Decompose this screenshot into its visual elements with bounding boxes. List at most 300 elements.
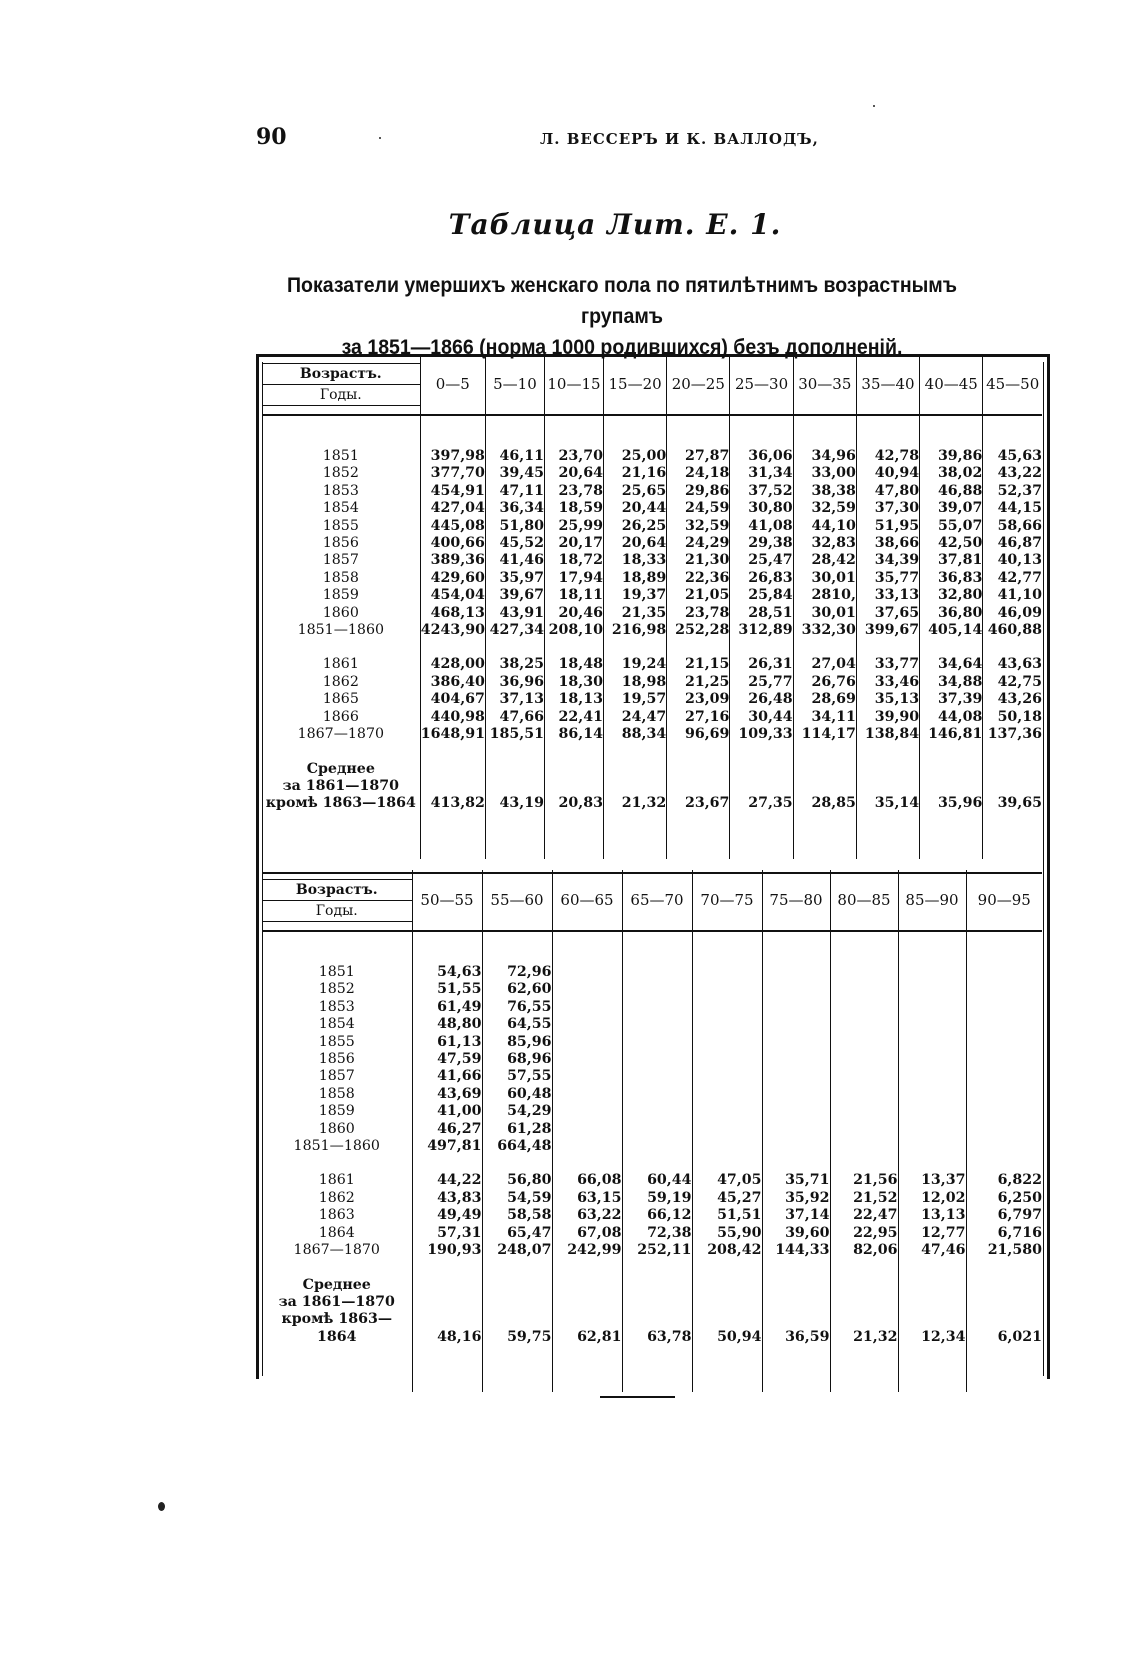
spacer-cell	[412, 931, 482, 964]
value-cell: 42,78	[856, 448, 919, 465]
value-cell: 60,48	[482, 1086, 552, 1103]
value-cell	[898, 999, 966, 1016]
spacer-cell	[966, 1346, 1042, 1392]
spacer-cell	[262, 415, 420, 448]
value-cell: 26,48	[730, 691, 793, 708]
value-cell: 39,45	[485, 465, 544, 482]
value-cell: 36,06	[730, 448, 793, 465]
value-cell: 47,59	[412, 1051, 482, 1068]
value-cell: 42,50	[920, 535, 983, 552]
value-cell: 18,98	[603, 674, 666, 691]
value-cell	[762, 999, 830, 1016]
spacer-cell	[667, 639, 730, 656]
value-cell	[830, 1121, 898, 1138]
year-label: 1860	[322, 604, 359, 621]
value-cell: 42,75	[983, 674, 1042, 691]
average-value-cell: 20,83	[544, 761, 603, 813]
age-label: Возрастъ.	[299, 365, 382, 382]
value-cell: 35,13	[856, 691, 919, 708]
value-cell: 1648,91	[420, 726, 485, 743]
caption-line-2: за 1851—1866 (норма 1000 родившихся) безъ дополненій.	[341, 336, 903, 359]
mortality-table-ages-0-50	[262, 354, 1042, 859]
value-cell: 454,91	[420, 483, 485, 500]
value-cell: 46,27	[412, 1121, 482, 1138]
age-group-header: 10—15	[544, 354, 603, 415]
value-cell: 35,92	[762, 1190, 830, 1207]
value-cell	[692, 1138, 762, 1155]
average-value-cell: 59,75	[482, 1277, 552, 1347]
average-value-cell: 12,34	[898, 1277, 966, 1347]
table-row	[262, 1207, 1042, 1224]
value-cell: 21,05	[667, 587, 730, 604]
years-label: Годы.	[262, 384, 420, 405]
value-cell	[692, 981, 762, 998]
value-cell: 61,13	[412, 1034, 482, 1051]
spacer-cell	[692, 1346, 762, 1392]
value-cell: 38,38	[793, 483, 856, 500]
value-cell: 25,65	[603, 483, 666, 500]
value-cell	[622, 981, 692, 998]
value-cell: 45,63	[983, 448, 1042, 465]
spacer-cell	[730, 744, 793, 761]
value-cell	[966, 964, 1042, 981]
value-cell	[966, 999, 1042, 1016]
value-cell	[692, 1086, 762, 1103]
value-cell	[552, 981, 622, 998]
spacer-cell	[544, 415, 603, 448]
average-value-cell: 35,14	[856, 761, 919, 813]
average-label-line: кромѣ 1863—1864	[265, 795, 416, 812]
value-cell: 20,44	[603, 500, 666, 517]
value-cell: 6,822	[966, 1172, 1042, 1189]
value-cell: 18,48	[544, 656, 603, 673]
value-cell: 46,09	[983, 605, 1042, 622]
spacer-cell	[262, 639, 420, 656]
value-cell: 13,37	[898, 1172, 966, 1189]
age-group-header: 50—55	[412, 870, 482, 931]
table-row	[262, 587, 1042, 604]
value-cell: 21,52	[830, 1190, 898, 1207]
value-cell: 37,30	[856, 500, 919, 517]
value-cell: 36,96	[485, 674, 544, 691]
year-label: 1861	[322, 656, 359, 673]
value-cell: 72,96	[482, 964, 552, 981]
spacer-cell	[482, 1260, 552, 1277]
year-label: 1865	[322, 691, 359, 708]
value-cell: 114,17	[793, 726, 856, 743]
value-cell: 57,55	[482, 1068, 552, 1085]
year-label: 1856	[318, 1051, 355, 1068]
value-cell	[692, 1034, 762, 1051]
value-cell: 29,38	[730, 535, 793, 552]
average-value-cell: 63,78	[622, 1277, 692, 1347]
spacer-cell	[983, 813, 1042, 859]
value-cell: 46,11	[485, 448, 544, 465]
spacer-cell	[485, 813, 544, 859]
value-cell: 66,08	[552, 1172, 622, 1189]
value-cell	[552, 1068, 622, 1085]
spacer-cell	[622, 1155, 692, 1172]
value-cell: 137,36	[983, 726, 1042, 743]
value-cell: 59,19	[622, 1190, 692, 1207]
spacer-cell	[966, 1260, 1042, 1277]
table-row	[262, 674, 1042, 691]
age-label: Возрастъ.	[295, 881, 378, 898]
table-row	[262, 570, 1042, 587]
value-cell: 67,08	[552, 1225, 622, 1242]
average-value-cell: 50,94	[692, 1277, 762, 1347]
table-row	[262, 552, 1042, 569]
value-cell: 497,81	[412, 1138, 482, 1155]
value-cell: 62,60	[482, 981, 552, 998]
value-cell	[898, 1068, 966, 1085]
spacer-cell	[485, 415, 544, 448]
table-row	[262, 1068, 1042, 1085]
value-cell	[552, 1051, 622, 1068]
value-cell: 43,69	[412, 1086, 482, 1103]
spacer-cell	[856, 813, 919, 859]
value-cell: 428,00	[420, 656, 485, 673]
value-cell: 25,47	[730, 552, 793, 569]
average-value-cell: 6,021	[966, 1277, 1042, 1347]
value-cell	[898, 1086, 966, 1103]
spacer-cell	[552, 1346, 622, 1392]
spacer-cell	[482, 1155, 552, 1172]
table-row	[262, 709, 1042, 726]
table-row	[262, 1190, 1042, 1207]
spacer-cell	[485, 639, 544, 656]
value-cell: 19,24	[603, 656, 666, 673]
spacer-row	[262, 1346, 1042, 1392]
value-cell: 51,51	[692, 1207, 762, 1224]
average-value-cell: 21,32	[830, 1277, 898, 1347]
value-cell: 26,83	[730, 570, 793, 587]
value-cell: 21,30	[667, 552, 730, 569]
value-cell: 55,90	[692, 1225, 762, 1242]
spacer-cell	[412, 1260, 482, 1277]
value-cell: 6,716	[966, 1225, 1042, 1242]
value-cell: 427,34	[485, 622, 544, 639]
average-value-cell: 27,35	[730, 761, 793, 813]
value-cell: 32,83	[793, 535, 856, 552]
value-cell: 54,63	[412, 964, 482, 981]
spacer-cell	[730, 639, 793, 656]
value-cell: 37,52	[730, 483, 793, 500]
value-cell: 40,94	[856, 465, 919, 482]
average-value-cell: 62,81	[552, 1277, 622, 1347]
value-cell: 19,57	[603, 691, 666, 708]
value-cell	[762, 1068, 830, 1085]
value-cell	[966, 981, 1042, 998]
year-label: 1853	[322, 482, 359, 499]
value-cell	[830, 981, 898, 998]
table-row	[262, 964, 1042, 981]
value-cell: 43,63	[983, 656, 1042, 673]
year-label: 1854	[318, 1016, 355, 1033]
spacer-cell	[793, 813, 856, 859]
table-row	[262, 691, 1042, 708]
table-row	[262, 535, 1042, 552]
value-cell: 32,80	[920, 587, 983, 604]
spacer-cell	[552, 1260, 622, 1277]
spacer-cell	[966, 931, 1042, 964]
spacer-cell	[485, 744, 544, 761]
age-group-header: 25—30	[730, 354, 793, 415]
value-cell: 216,98	[603, 622, 666, 639]
value-cell	[552, 1016, 622, 1033]
spacer-cell	[262, 1260, 412, 1277]
spacer-cell	[920, 639, 983, 656]
table-row	[262, 999, 1042, 1016]
table-row	[262, 1242, 1042, 1259]
value-cell: 26,31	[730, 656, 793, 673]
value-cell: 61,49	[412, 999, 482, 1016]
value-cell: 51,80	[485, 518, 544, 535]
value-cell: 44,15	[983, 500, 1042, 517]
spacer-cell	[856, 415, 919, 448]
value-cell: 12,77	[898, 1225, 966, 1242]
value-cell: 60,44	[622, 1172, 692, 1189]
value-cell: 21,16	[603, 465, 666, 482]
value-cell	[898, 964, 966, 981]
value-cell	[692, 1121, 762, 1138]
spacer-cell	[762, 1346, 830, 1392]
value-cell	[966, 1138, 1042, 1155]
value-cell	[552, 1138, 622, 1155]
value-cell: 404,67	[420, 691, 485, 708]
spacer-cell	[552, 931, 622, 964]
value-cell: 109,33	[730, 726, 793, 743]
value-cell: 6,797	[966, 1207, 1042, 1224]
value-cell: 45,52	[485, 535, 544, 552]
year-label: 1852	[322, 465, 359, 482]
value-cell: 28,51	[730, 605, 793, 622]
spacer-cell	[898, 1155, 966, 1172]
spacer-cell	[898, 1346, 966, 1392]
value-cell: 405,14	[920, 622, 983, 639]
table-row	[262, 1051, 1042, 1068]
average-label	[262, 1277, 412, 1347]
value-cell: 47,05	[692, 1172, 762, 1189]
value-cell: 47,46	[898, 1242, 966, 1259]
value-cell: 30,44	[730, 709, 793, 726]
value-cell: 18,11	[544, 587, 603, 604]
spacer-cell	[603, 744, 666, 761]
spacer-row	[262, 813, 1042, 859]
value-cell: 37,39	[920, 691, 983, 708]
value-cell: 63,22	[552, 1207, 622, 1224]
value-cell: 33,13	[856, 587, 919, 604]
value-cell: 33,46	[856, 674, 919, 691]
value-cell: 66,12	[622, 1207, 692, 1224]
value-cell: 37,65	[856, 605, 919, 622]
spacer-cell	[420, 415, 485, 448]
value-cell	[966, 1016, 1042, 1033]
year-label: 1851	[318, 964, 355, 980]
year-label: 1867—1870	[293, 1242, 380, 1259]
value-cell	[552, 964, 622, 981]
value-cell: 23,78	[544, 483, 603, 500]
value-cell: 82,06	[830, 1242, 898, 1259]
value-cell: 30,01	[793, 605, 856, 622]
spacer-cell	[603, 813, 666, 859]
table-row	[262, 1086, 1042, 1103]
value-cell: 56,80	[482, 1172, 552, 1189]
spacer-cell	[920, 813, 983, 859]
spacer-cell	[262, 1346, 412, 1392]
value-cell: 386,40	[420, 674, 485, 691]
value-cell	[622, 1103, 692, 1120]
value-cell: 25,77	[730, 674, 793, 691]
value-cell: 23,78	[667, 605, 730, 622]
value-cell: 4243,90	[420, 622, 485, 639]
average-value-cell: 413,82	[420, 761, 485, 813]
spacer-row	[262, 931, 1042, 964]
header-label-cell	[262, 870, 412, 931]
value-cell: 48,80	[412, 1016, 482, 1033]
value-cell: 63,15	[552, 1190, 622, 1207]
year-label: 1864	[318, 1224, 355, 1241]
value-cell: 41,46	[485, 552, 544, 569]
year-label: 1857	[318, 1068, 355, 1085]
value-cell	[898, 981, 966, 998]
value-cell: 25,99	[544, 518, 603, 535]
value-cell: 38,66	[856, 535, 919, 552]
average-value-cell: 23,67	[667, 761, 730, 813]
value-cell: 38,25	[485, 656, 544, 673]
value-cell: 389,36	[420, 552, 485, 569]
table-row	[262, 1225, 1042, 1242]
year-label: 1862	[322, 673, 359, 690]
value-cell: 61,28	[482, 1121, 552, 1138]
value-cell: 35,71	[762, 1172, 830, 1189]
year-label: 1859	[318, 1103, 355, 1120]
spacer-cell	[667, 813, 730, 859]
value-cell: 44,10	[793, 518, 856, 535]
value-cell: 36,80	[920, 605, 983, 622]
value-cell	[830, 964, 898, 981]
spacer-cell	[412, 1155, 482, 1172]
value-cell: 6,250	[966, 1190, 1042, 1207]
value-cell: 13,13	[898, 1207, 966, 1224]
value-cell: 23,09	[667, 691, 730, 708]
value-cell	[692, 1051, 762, 1068]
value-cell	[762, 964, 830, 981]
age-years-label	[262, 363, 420, 406]
spacer-cell	[830, 1155, 898, 1172]
value-cell: 427,04	[420, 500, 485, 517]
value-cell	[898, 1138, 966, 1155]
value-cell: 18,59	[544, 500, 603, 517]
value-cell: 248,07	[482, 1242, 552, 1259]
value-cell: 38,02	[920, 465, 983, 482]
table-caption	[250, 270, 994, 363]
value-cell: 22,41	[544, 709, 603, 726]
value-cell: 40,13	[983, 552, 1042, 569]
value-cell: 34,96	[793, 448, 856, 465]
value-cell: 185,51	[485, 726, 544, 743]
value-cell: 24,59	[667, 500, 730, 517]
value-cell: 33,77	[856, 656, 919, 673]
spacer-cell	[793, 415, 856, 448]
value-cell: 20,17	[544, 535, 603, 552]
year-label: 1858	[322, 569, 359, 586]
spacer-row	[262, 415, 1042, 448]
ink-speck	[158, 1502, 165, 1511]
value-cell: 12,02	[898, 1190, 966, 1207]
year-label: 1863	[318, 1207, 355, 1224]
value-cell: 26,76	[793, 674, 856, 691]
value-cell: 72,38	[622, 1225, 692, 1242]
value-cell	[622, 1138, 692, 1155]
header-label-cell	[262, 354, 420, 415]
average-value-cell: 35,96	[920, 761, 983, 813]
value-cell: 43,26	[983, 691, 1042, 708]
value-cell: 24,47	[603, 709, 666, 726]
spacer-cell	[544, 744, 603, 761]
value-cell: 26,25	[603, 518, 666, 535]
value-cell	[898, 1121, 966, 1138]
value-cell: 252,28	[667, 622, 730, 639]
value-cell: 54,59	[482, 1190, 552, 1207]
spacer-cell	[898, 1260, 966, 1277]
spacer-cell	[856, 744, 919, 761]
value-cell: 27,04	[793, 656, 856, 673]
value-cell: 20,46	[544, 605, 603, 622]
age-group-header: 5—10	[485, 354, 544, 415]
spacer-cell	[830, 1260, 898, 1277]
value-cell	[622, 1034, 692, 1051]
value-cell: 2810,	[793, 587, 856, 604]
value-cell: 88,34	[603, 726, 666, 743]
value-cell: 460,88	[983, 622, 1042, 639]
value-cell	[622, 964, 692, 981]
spacer-cell	[983, 415, 1042, 448]
value-cell: 21,56	[830, 1172, 898, 1189]
spacer-cell	[762, 1260, 830, 1277]
average-label-line: Среднее	[302, 1276, 371, 1293]
table-row	[262, 726, 1042, 743]
spacer-cell	[692, 931, 762, 964]
value-cell: 34,11	[793, 709, 856, 726]
header-row	[262, 870, 1042, 931]
value-cell	[622, 999, 692, 1016]
value-cell	[898, 1103, 966, 1120]
average-label-line: за 1861—1870	[282, 777, 399, 794]
running-head: Л. ВЕССЕРЪ И К. ВАЛЛОДЪ,	[540, 130, 819, 148]
value-cell: 29,86	[667, 483, 730, 500]
value-cell: 47,80	[856, 483, 919, 500]
ink-speck	[379, 137, 381, 139]
value-cell: 454,04	[420, 587, 485, 604]
value-cell: 21,15	[667, 656, 730, 673]
table-row	[262, 465, 1042, 482]
spacer-cell	[544, 639, 603, 656]
value-cell: 37,14	[762, 1207, 830, 1224]
value-cell	[830, 1138, 898, 1155]
value-cell: 399,67	[856, 622, 919, 639]
value-cell	[622, 1086, 692, 1103]
value-cell: 68,96	[482, 1051, 552, 1068]
value-cell	[762, 1138, 830, 1155]
age-years-label	[262, 879, 412, 922]
spacer-cell	[730, 415, 793, 448]
spacer-cell	[983, 744, 1042, 761]
value-cell: 17,94	[544, 570, 603, 587]
average-value-cell: 43,19	[485, 761, 544, 813]
spacer-cell	[262, 813, 420, 859]
value-cell: 58,66	[983, 518, 1042, 535]
